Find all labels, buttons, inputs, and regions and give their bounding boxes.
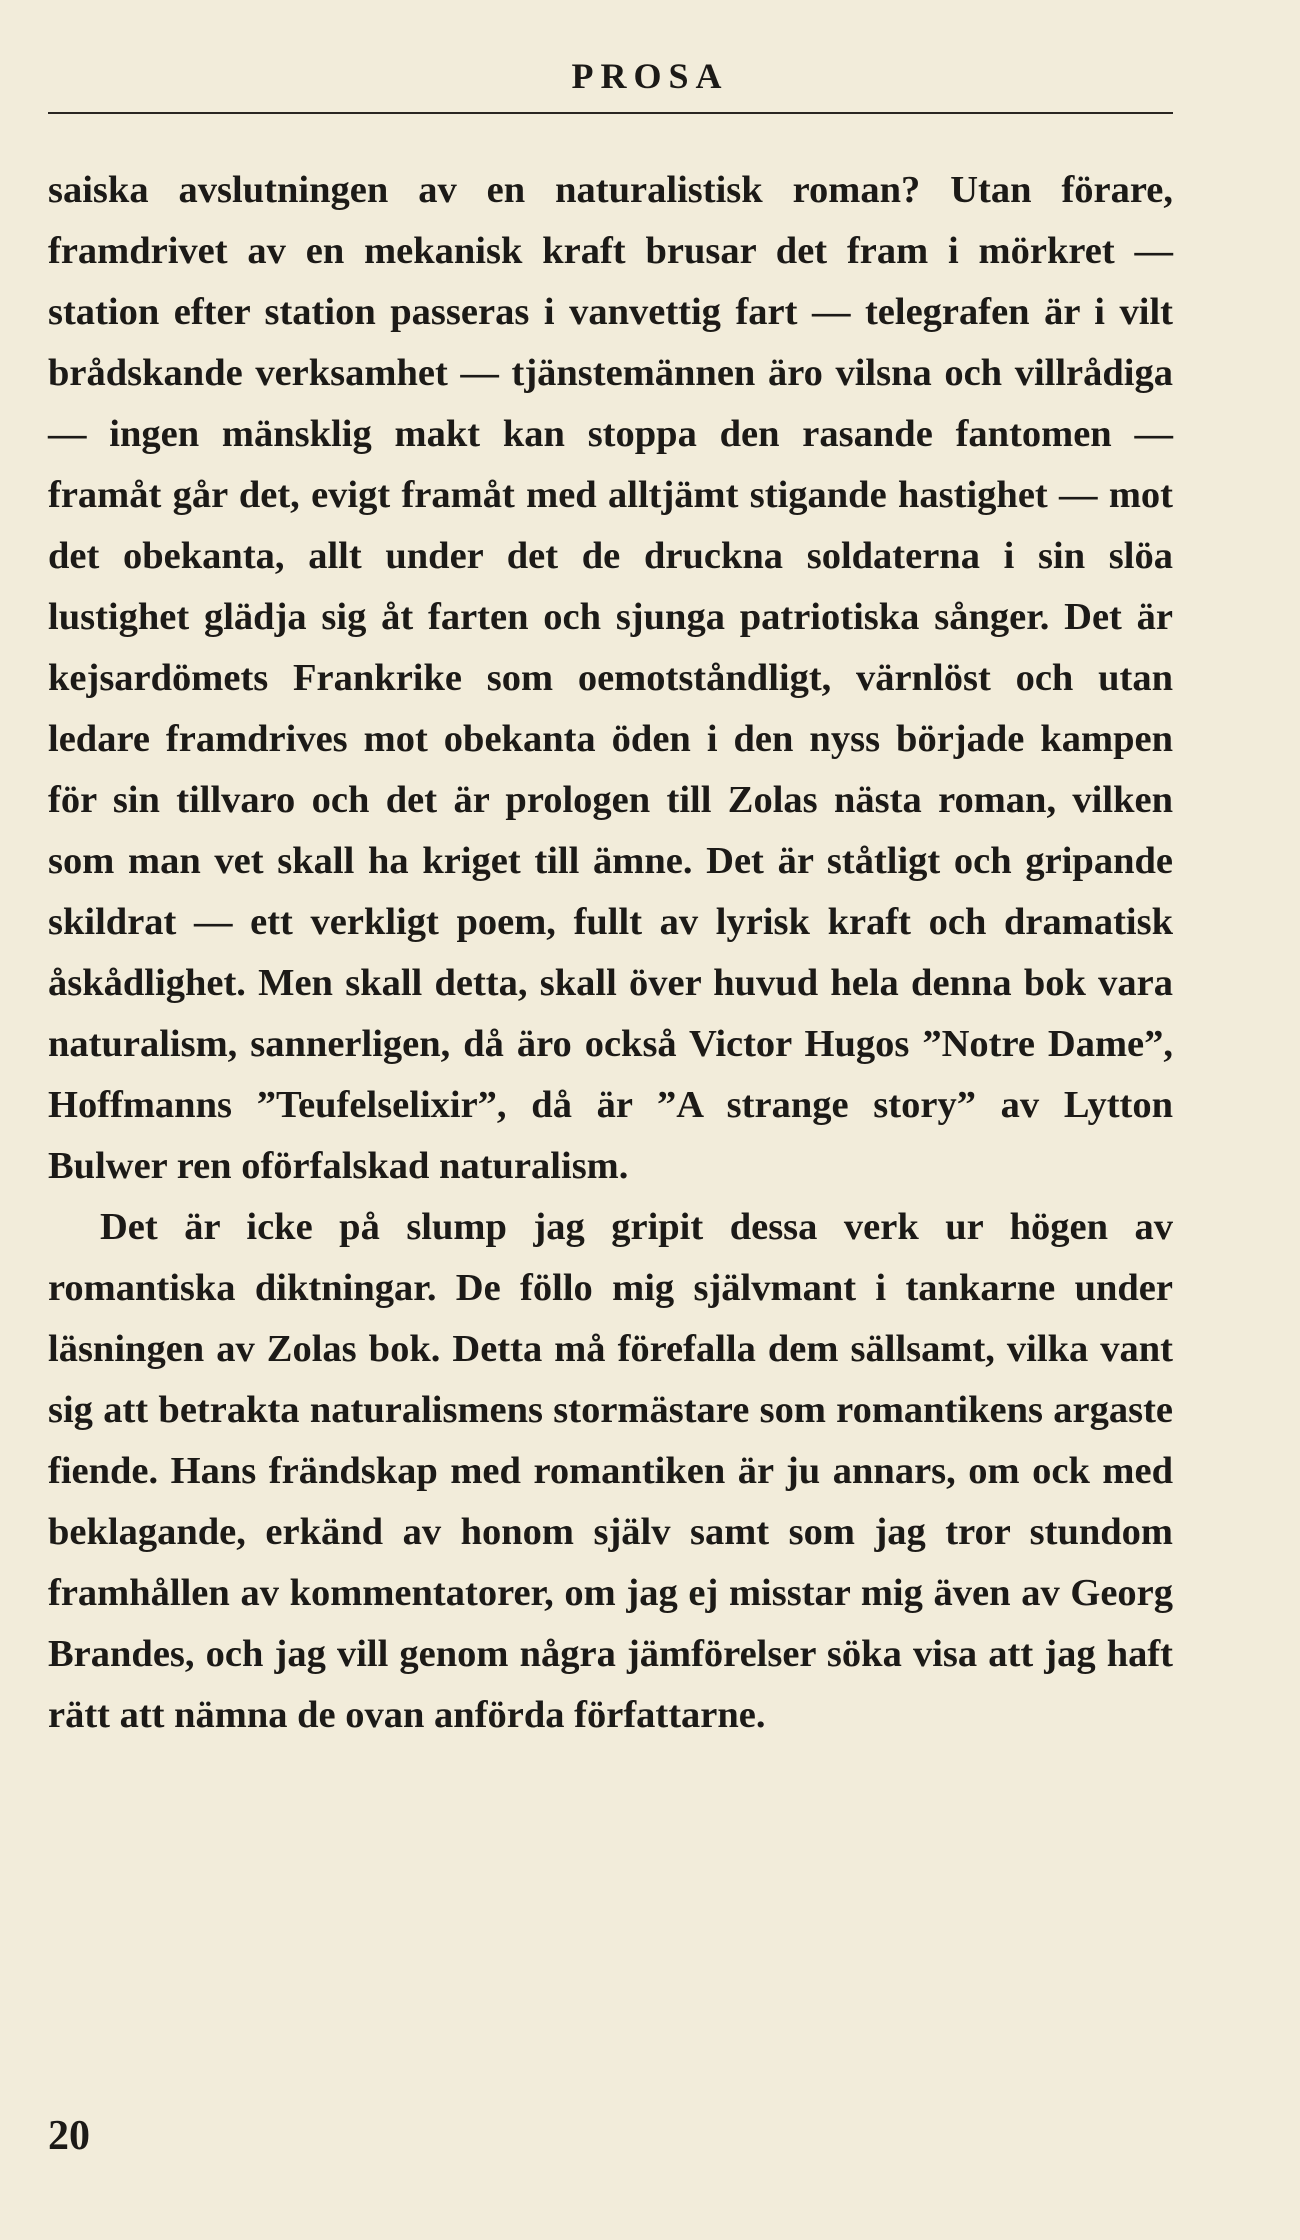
paragraph-1: saiska avslutningen av en naturalistisk roman? Utan förare, framdrivet av en mekanisk kraft brusar det fram i mörkret — station efter station passeras i vanvettig fart — telegrafen är i vilt brådskande verksamhet — tjänstemännen äro vilsna och villrådiga — ingen mänsklig makt kan stoppa den rasande fantomen — framåt går det, evigt framåt med alltjämt stigande hastighet — mot det obekanta, allt under det de druckna soldaterna i sin slöa lustighet glädja sig åt farten och sjunga patriotiska sånger. Det är kejsardömets Frankrike som oemotståndligt, värnlöst och utan ledare framdrives mot obekanta öden i den nyss började kampen för sin tillvaro och det är prologen till Zolas nästa roman, vilken som man vet skall ha kriget till ämne. Det är ståtligt och gripande skildrat — ett verkligt poem, fullt av lyrisk kraft och dramatisk åskådlighet. Men skall detta, skall över huvud hela denna bok vara naturalism, sannerligen, då äro också Victor Hugos ”Notre Dame”, Hoffmanns ”Teufelselixir”, då är ”A strange story” av Lytton Bulwer ren oförfalskad naturalism. [48,169,1173,1187]
header-rule [48,112,1173,114]
page-number: 20 [48,2113,90,2159]
running-head-title: PROSA [571,56,729,96]
paragraph-2: Det är icke på slump jag gripit dessa verk ur högen av romantiska diktningar. De föllo mig självmant i tankarne under läsningen av Zolas bok. Detta må förefalla dem sällsamt, vilka vant sig att betrakta naturalismens stormästare som romantikens argaste fiende. Hans frändskap med romantiken är ju annars, om ock med beklagande, erkänd av honom själv samt som jag tror stundom framhållen av kommentatorer, om jag ej misstar mig även av Georg Brandes, och jag vill genom några jämförelser söka visa att jag haft rätt att nämna de ovan anförda författarne. [48,1206,1173,1736]
body-text [48,160,1173,1746]
